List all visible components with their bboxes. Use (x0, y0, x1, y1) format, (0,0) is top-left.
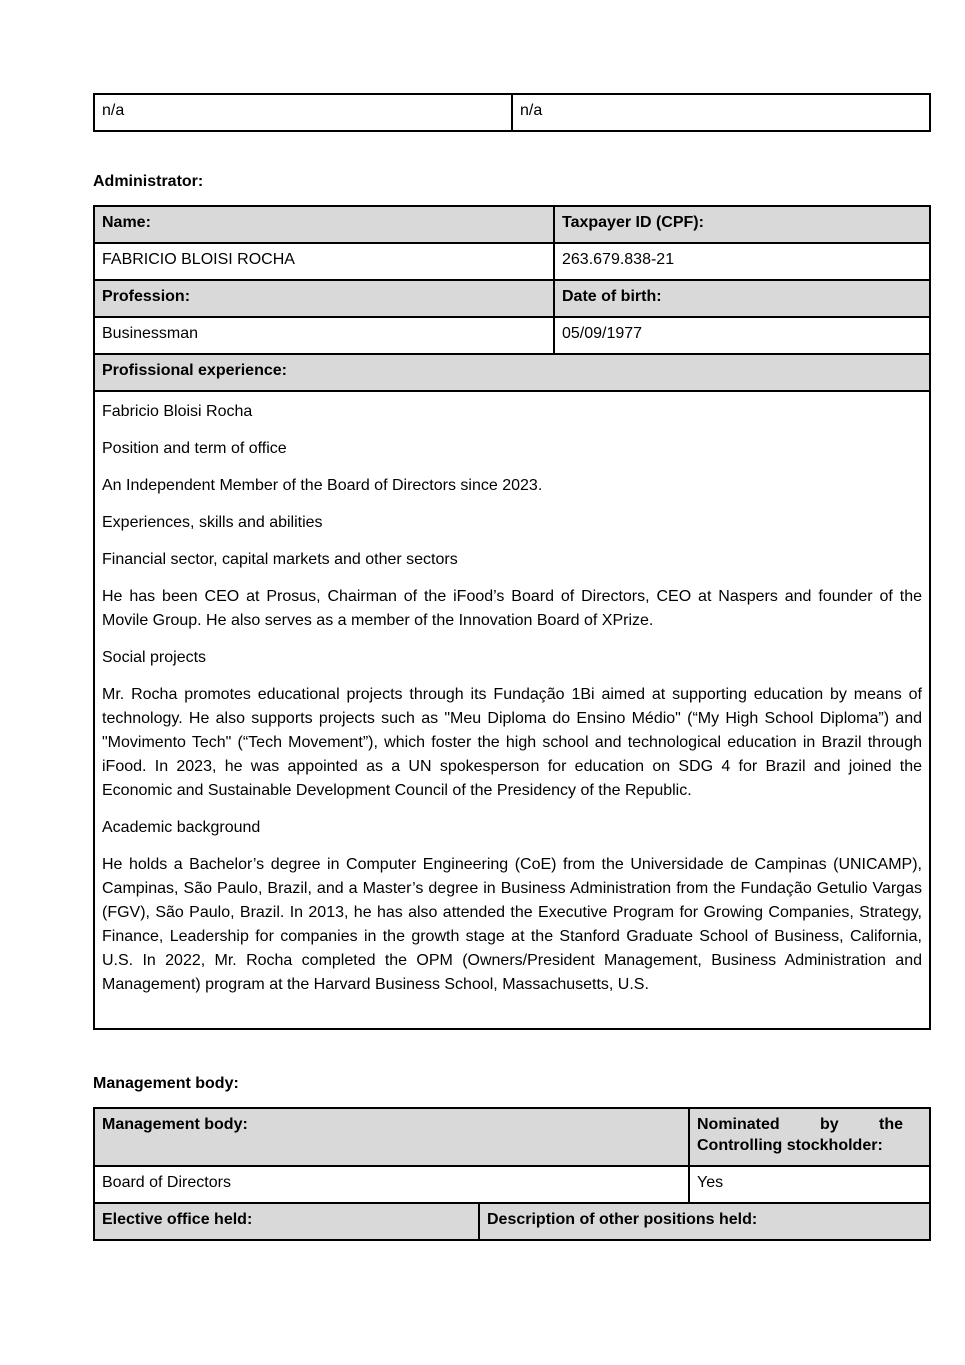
cpf-value: 263.679.838-21 (554, 243, 930, 280)
experience-paragraph: Mr. Rocha promotes educational projects through its Fundação 1Bi aimed at supporting education by means of technology. He also supports projects such as "Meu Diploma do Ensino Médio" (“My High School Diploma”) and "Movimento Tech" (“Tech Movement”), which foster the high school and technological education in Brazil through iFood. In 2023, he was appointed as a UN spokesperson for education on SDG 4 for Brazil and joined the Economic and Sustainable Development Council of the Presidency of the Republic. (102, 686, 922, 799)
table-row (94, 206, 930, 243)
management-table-offices (93, 1202, 931, 1241)
experience-paragraph: He has been CEO at Prosus, Chairman of the iFood’s Board of Directors, CEO at Naspers and founder of the Movile Group. He also serves as a member of the Innovation Board of XPrize. (102, 588, 922, 629)
profession-label: Profession: (94, 280, 554, 317)
experience-paragraph: Academic background (102, 819, 261, 836)
management-body-label: Management body: (94, 1108, 689, 1166)
management-table (93, 1107, 931, 1204)
experience-paragraph: He holds a Bachelor’s degree in Computer Engineering (CoE) from the Universidade de Campinas (UNICAMP), Campinas, São Paulo, Brazil, and a Master’s degree in Business Administration from the Fundação Getulio Vargas (FGV), São Paulo, Brazil. In 2013, he has also attended the Executive Program for Growing Companies, Strategy, Finance, Leadership for companies in the growth stage at the Stanford Graduate School of Business, California, U.S. In 2022, Mr. Rocha completed the OPM (Owners/President Management, Business Administration and Management) program at the Harvard Business School, Massachusetts, U.S. (102, 856, 922, 993)
dob-value: 05/09/1977 (554, 317, 930, 354)
nominated-label: Nominated by the Controlling stockholder: (689, 1108, 930, 1166)
cpf-label: Taxpayer ID (CPF): (554, 206, 930, 243)
table-row (94, 1166, 930, 1203)
management-body-value: Board of Directors (94, 1166, 689, 1203)
experience-paragraph: Financial sector, capital markets and other sectors (102, 551, 458, 568)
table-row (94, 243, 930, 280)
table-row (94, 1203, 930, 1240)
table-row (94, 1108, 930, 1166)
na-table (93, 93, 931, 132)
nominated-value: Yes (689, 1166, 930, 1203)
experience-paragraph: An Independent Member of the Board of Directors since 2023. (102, 477, 543, 494)
experience-paragraph: Social projects (102, 649, 207, 666)
table-row (94, 280, 930, 317)
experience-text-cell (94, 391, 930, 1029)
name-label: Name: (94, 206, 554, 243)
administrator-heading: Administrator: (93, 173, 204, 190)
administrator-table (93, 205, 931, 1030)
table-row (94, 94, 930, 131)
dob-label: Date of birth: (554, 280, 930, 317)
experience-paragraph: Experiences, skills and abilities (102, 514, 323, 531)
experience-paragraph: Fabricio Bloisi Rocha (102, 403, 253, 420)
other-positions-label: Description of other positions held: (479, 1203, 930, 1240)
elective-office-label: Elective office held: (94, 1203, 479, 1240)
management-heading: Management body: (93, 1075, 239, 1092)
table-row (94, 391, 930, 1029)
table-row (94, 354, 930, 391)
name-value: FABRICIO BLOISI ROCHA (94, 243, 554, 280)
profession-value: Businessman (94, 317, 554, 354)
na-cell-right: n/a (512, 94, 930, 131)
table-row (94, 317, 930, 354)
na-cell-left: n/a (94, 94, 512, 131)
experience-label: Profissional experience: (94, 354, 930, 391)
experience-paragraph: Position and term of office (102, 440, 287, 457)
